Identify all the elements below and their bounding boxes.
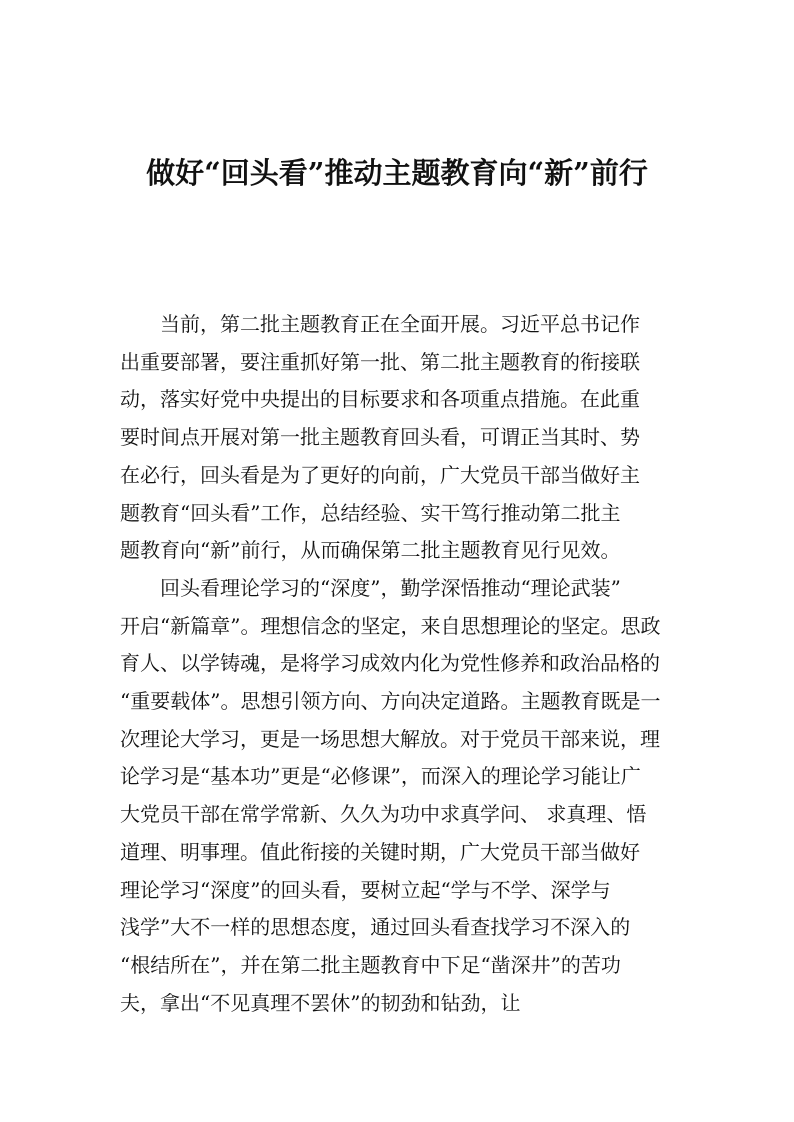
paragraph-line: 论学习是“基本功”更是“必修课”，而深入的理论学习能让广 <box>120 764 641 789</box>
paragraph-line: 次理论大学习，更是一场思想大解放。对于党员干部来说，理 <box>120 726 660 751</box>
paragraph-line: 题教育向“新”前行，从而确保第二批主题教育见行见效。 <box>120 538 621 563</box>
paragraph-line: 题教育“回头看”工作，总结经验、实干笃行推动第二批主 <box>120 500 621 525</box>
paragraph-line: “重要载体”。思想引领方向、方向决定道路。主题教育既是一 <box>120 689 661 714</box>
document-body <box>120 306 686 1022</box>
paragraph-line: 出重要部署，要注重抓好第一批、第二批主题教育的衔接联 <box>120 349 640 374</box>
paragraph-line: 动，落实好党中央提出的目标要求和各项重点措施。在此重 <box>120 387 640 412</box>
paragraph-line: 理论学习“深度”的回头看，要树立起“学与不学、深学与 <box>120 877 611 902</box>
paragraph-line: 道理、明事理。值此衔接的关键时期，广大党员干部当做好 <box>120 839 640 864</box>
paragraph-line: 育人、以学铸魂，是将学习成效内化为党性修养和政治品格的 <box>120 651 660 676</box>
paragraph-line: 浅学”大不一样的思想态度，通过回头看查找学习不深入的 <box>120 915 631 940</box>
paragraph-line: 当前，第二批主题教育正在全面开展。习近平总书记作 <box>160 312 640 336</box>
document-title: 做好“回头看”推动主题教育向“新”前行 <box>146 156 648 190</box>
paragraph-line: 大党员干部在常学常新、久久为功中求真学问、 求真理、悟 <box>120 802 647 827</box>
paragraph-line: 开启“新篇章”。理想信念的坚定，来自思想理论的坚定。思政 <box>120 613 661 638</box>
paragraph-line: 回头看理论学习的“深度”，勤学深悟推动“理论武装” <box>160 575 621 600</box>
paragraph-line: “根结所在”，并在第二批主题教育中下足“凿深井”的苦功 <box>120 952 621 977</box>
paragraph-line: 要时间点开展对第一批主题教育回头看，可谓正当其时、势 <box>120 425 640 450</box>
paragraph-line: 在必行，回头看是为了更好的向前，广大党员干部当做好主 <box>120 462 640 487</box>
paragraph-1 <box>120 306 686 570</box>
paragraph-line: 夫，拿出“不见真理不罢休”的韧劲和钻劲，让 <box>120 990 521 1015</box>
paragraph-2 <box>120 570 686 1022</box>
